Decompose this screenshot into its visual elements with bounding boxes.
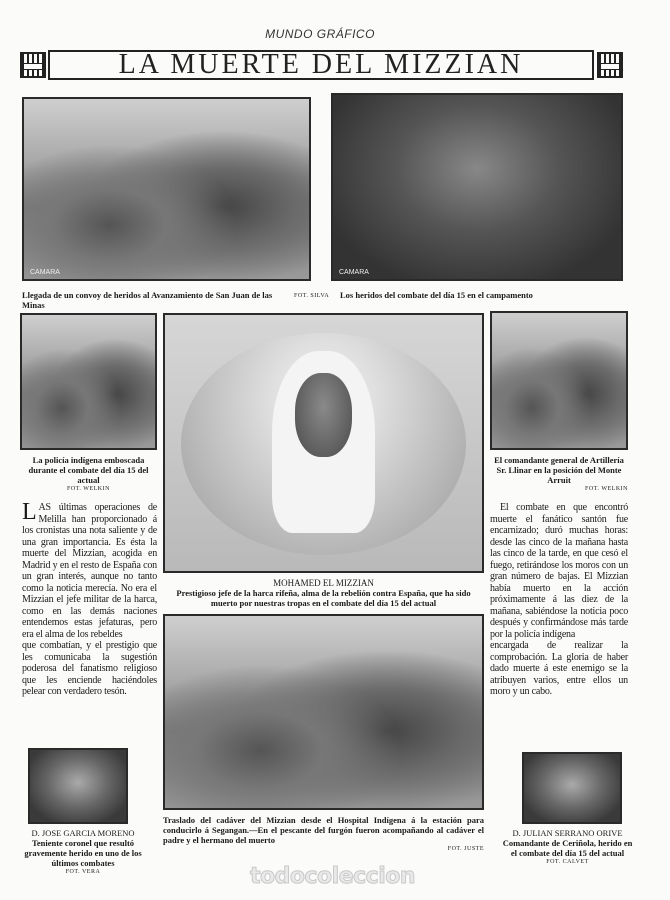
photo-orive [522,752,622,824]
photo-credit: FOT. WELKIN [585,486,628,492]
photo-credit: FOT. WELKIN [67,486,110,492]
article-right-column [490,502,628,698]
photo-traslado [163,614,484,810]
page-title: LA MUERTE DEL MIZZIAN [118,49,524,80]
photo-stamp: CAMARA [30,269,60,276]
caption-text: Traslado del cadáver del Mizzian desde el Hospital Indígena á la estación para conducirlo á Segangan.—En el pescante del furgón fueron acompañando al cadáver el padre y el hermano del muerto [163,815,484,845]
article-right-top: El combate en que encontró muerte el fanático santón fue encarnizado; duró muchas horas: desde las cinco de la mañana hasta las cinco de la tarde, en que cesó el fuego, retirándose los moros con un gran número de bajas. El Mizzian había muerto en la acción próximamente á las diez de la mañana, sabiéndose la noticia poco después y confirmándose más tarde por la policía indígena [490,502,628,640]
caption-linar [490,455,628,494]
caption-traslado [163,815,484,854]
watermark: todocoleccion [250,864,416,889]
photo-credit: FOT. VERA [65,869,101,875]
portrait-name: D. JOSE GARCIA MORENO [31,828,135,838]
article-left-bottom: que combatían, y el prestigio que les comunicaba la sugestión poderosa del fanatismo religioso que les enciende haciéndoles pelear con verdadero tesón. [22,640,157,697]
caption-text: La policía indígena emboscada durante el combate del día 15 del actual [28,455,149,485]
photo-moreno [28,748,128,824]
drop-cap: L [22,499,37,525]
masthead: MUNDO GRÁFICO [265,27,375,41]
caption-mizzian [163,578,484,608]
photo-linar [490,311,628,450]
caption-text: Comandante de Ceriñola, herido en el combate del día 15 del actual [502,838,633,858]
portrait-name: MOHAMED EL MIZZIAN [273,578,374,588]
photo-mizzian-portrait [163,313,484,573]
article-text: AS últimas operaciones de Melilla han proporcionado á los cronistas una nota saliente y de una gran importancia. Es ésta la muerte del Mizzian, acogida en Madrid y en el resto de España con un gran interés, aunque no tanto como la noticia merecía. No era el Mizzian el jefe militar de la harca, como en las demás naciones entendemos estas jefaturas, pero era el alma de los rebeldes [22,502,157,640]
photo-credit: FOT. CALVET [546,859,589,865]
caption-wounded: Los heridos del combate del día 15 en el campamento [340,290,533,300]
ornament-right-icon [597,52,623,78]
photo-stamp: CAMARA [339,269,369,276]
title-banner [48,50,594,80]
photo-credit: FOT. JUSTE [447,846,484,852]
caption-convoy: Llegada de un convoy de heridos al Avanzamiento de San Juan de las Minas [22,290,273,310]
article-right-bottom: encargada de realizar la comprobación. La gloria de haber dado muerte á este enemigo se la atribuyen varios, entre ellos un moro y un cabo. [490,640,628,697]
article-left-column [22,499,157,698]
caption-moreno [18,828,148,877]
article-left-top [22,499,157,640]
ornament-left-icon [20,52,46,78]
caption-orive [500,828,635,867]
photo-police [20,313,157,450]
caption-text: Teniente coronel que resultó gravemente herido en uno de los últimos combates [24,838,142,868]
photo-wounded [331,93,623,281]
photo-convoy [22,97,311,281]
caption-police [20,455,157,494]
caption-text: Prestigioso jefe de la harca rifeña, alma de la rebelión contra España, que ha sido muerto por nuestras tropas en el combate del día 15 del actual [176,588,471,608]
credit-convoy: FOT. SILVA [294,293,330,299]
portrait-name: D. JULIAN SERRANO ORIVE [512,828,623,838]
caption-text: El comandante general de Artillería Sr. Llinar en la posición del Monte Arruit [494,455,624,485]
